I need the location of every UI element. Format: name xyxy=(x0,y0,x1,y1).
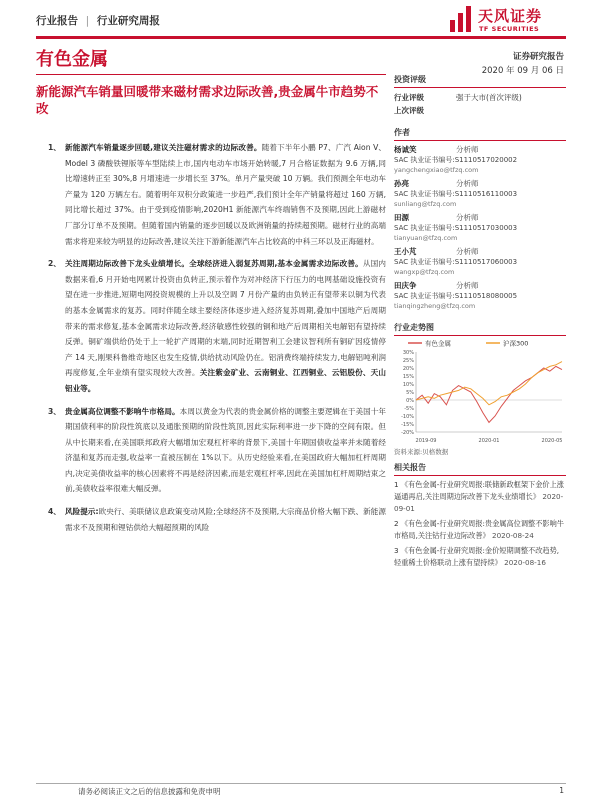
industry-title: 有色金属 xyxy=(36,49,108,70)
related-report-date: 2020-09-01 xyxy=(394,492,564,513)
author-role: 分析师 xyxy=(456,179,479,188)
industry-trend-chart xyxy=(394,322,566,452)
tf-securities-logo xyxy=(448,2,573,38)
brand-name-en: TF SECURITIES xyxy=(479,25,540,33)
related-report-item[interactable] xyxy=(394,545,566,569)
author-email[interactable]: sunliang@tfzq.com xyxy=(394,200,457,208)
authors-heading: 作者 xyxy=(394,127,566,141)
point-text: 随着下半年小鹏 P7、广汽 Aion V、Model 3 磷酸铁锂版等车型陆续上市,国内电动车市场开始转暖,7 月合格证数据为 9.6 万辆,同比增速转正至 30%,8 月增速进一步增长至 37%。单月产量突破 10 万辆。我们预测全年电动车产量为 120 万辆左右。随着明年双积分政策进一步趋严,我们预计全年产销量将超过 160 万辆,同比增长超过 37%。由于受到疫情影响,2020H1 新能源汽车终端销售不及预期,因此上游磁材厂部分订单不及预期。但随着国内销量的逐步回暖以及欧洲销量的持续超预期。磁材行业的高端需求将迎来较为明显的边际改善,建议关注下游新能源汽车占比较高的中科三环以及正海磁材。 xyxy=(65,143,387,246)
author-name: 田源 xyxy=(394,213,409,222)
x-tick-label: 2020-01 xyxy=(478,438,500,444)
author-cert: SAC 执业证书编号:S1110517060003 xyxy=(394,258,518,266)
x-tick-label: 2019-09 xyxy=(415,438,437,444)
y-tick-label: 15% xyxy=(402,374,414,380)
chart-title: 行业走势图 xyxy=(394,322,566,336)
author-role: 分析师 xyxy=(456,145,479,154)
disclaimer-notice: 请务必阅读正文之后的信息披露和免责申明 xyxy=(78,787,221,796)
legend-label: 沪深300 xyxy=(503,339,529,348)
author-name: 杨诚笑 xyxy=(394,145,417,154)
report-header-tags xyxy=(36,13,160,28)
legend-label: 有色金属 xyxy=(425,339,451,348)
prev-rating-label: 上次评级 xyxy=(394,106,424,115)
logo-icon xyxy=(448,4,474,34)
author-entry xyxy=(394,213,566,243)
author-name: 孙亮 xyxy=(394,179,409,188)
point-tail: 关注紫金矿业、云南铜业、江西铜业、云铝股份、天山铝业等。 xyxy=(65,368,386,393)
author-role: 分析师 xyxy=(456,247,479,256)
author-role: 分析师 xyxy=(456,213,479,222)
point-number: 1、 xyxy=(48,143,61,152)
author-email[interactable]: wangxp@tfzq.com xyxy=(394,268,455,276)
point-headline: 新能源汽车销量逐步回暖,建议关注磁材需求的边际改善。 xyxy=(65,143,262,152)
point-4 xyxy=(48,504,386,535)
point-text: 本周以黄金为代表的贵金属价格的调整主要逻辑在于美国十年期国债利率的阶段性筑底以及通胀预期的阶段性筑顶,因此实际利率进一步下降的空间有限。但从中长期来看,在美国联邦政府大幅增加宏观杠杆率的背景下,美国十年期国债收益率并未随着经济温和复苏而走强,收益率一直被压制在 1%以下。从历史经验来看,在美国政府大幅加杠杆周期内,决定美债收益率的核心因素将不再是经济因素,而是宏观杠杆率,因此在美国加杠杆周期结束之前,美债收益率很难大幅反弹。 xyxy=(65,406,387,494)
tag-separator: | xyxy=(85,15,90,27)
author-cert: SAC 执业证书编号:S1110518080005 xyxy=(394,292,518,300)
author-email[interactable]: yangchengxiao@tfzq.com xyxy=(394,166,479,174)
series-line xyxy=(416,366,562,422)
y-tick-label: 25% xyxy=(402,358,414,364)
y-tick-label: 30% xyxy=(402,350,414,356)
point-headline: 贵金属高位调整不影响牛市格局。 xyxy=(65,406,180,416)
related-reports xyxy=(394,462,566,569)
author-cert: SAC 执业证书编号:S1110517030003 xyxy=(394,224,518,232)
y-tick-label: -10% xyxy=(401,414,414,420)
point-number: 4、 xyxy=(48,507,61,517)
y-tick-label: -5% xyxy=(404,406,414,412)
point-3 xyxy=(48,404,386,498)
industry-rating-row xyxy=(394,91,566,104)
related-report-title[interactable]: 3 《有色金属-行业研究周报:金价短期调整不改趋势,轻重稀土价格联动上涨有望持续》 xyxy=(394,546,560,567)
brand-name: 天风证券 xyxy=(478,7,543,25)
chart-source: 资料来源:贝格数据 xyxy=(394,448,449,456)
y-tick-label: 0% xyxy=(406,398,414,404)
key-points xyxy=(48,140,386,542)
y-tick-label: -15% xyxy=(401,422,414,428)
related-report-title[interactable]: 2 《有色金属-行业研究周报:贵金属高位调整不影响牛市格局,关注钴行业边际改善》 xyxy=(394,519,565,540)
author-entry xyxy=(394,247,566,277)
point-number: 2、 xyxy=(48,259,61,269)
author-entry xyxy=(394,145,566,175)
author-role: 分析师 xyxy=(456,281,479,290)
author-email[interactable]: tianqingzheng@tfzq.com xyxy=(394,302,476,310)
related-report-item[interactable] xyxy=(394,479,566,515)
author-cert: SAC 执业证书编号:S1110516110003 xyxy=(394,190,518,198)
header-divider xyxy=(36,36,566,39)
point-headline: 关注周期边际改善下龙头业绩增长。全球经济进入弱复苏周期,基本金属需求边际改善。 xyxy=(65,259,363,269)
author-cert: SAC 执业证书编号:S1110517020002 xyxy=(394,156,518,164)
related-report-date: 2020-08-16 xyxy=(504,558,546,567)
point-text: 欧央行、美联储议息政策变动风险;全球经济不及预期,大宗商品价格大幅下跌、新能源需求不及预期和锂钴供给大幅超预期的风险 xyxy=(65,507,387,532)
y-tick-label: 5% xyxy=(406,390,414,396)
chart-svg xyxy=(394,336,566,446)
point-headline: 风险提示: xyxy=(65,507,99,517)
tag-weekly-report: 行业研究周报 xyxy=(96,15,160,27)
authors-list xyxy=(394,145,566,311)
x-tick-label: 2020-05 xyxy=(541,438,563,444)
related-heading: 相关报告 xyxy=(394,462,566,476)
prev-rating-value xyxy=(456,104,566,117)
point-number: 3、 xyxy=(48,406,61,416)
rating-label: 行业评级 xyxy=(394,93,424,102)
report-title: 新能源汽车销量回暖带来磁材需求边际改善,贵金属牛市趋势不改 xyxy=(36,84,379,116)
sidebar xyxy=(394,74,566,311)
tag-industry-report: 行业报告 xyxy=(36,15,78,27)
point-1 xyxy=(48,140,386,249)
prev-rating-row xyxy=(394,104,566,117)
author-name: 王小芃 xyxy=(394,247,417,256)
point-2 xyxy=(48,256,386,396)
rating-heading: 投资评级 xyxy=(394,74,566,88)
y-tick-label: -20% xyxy=(401,430,414,436)
author-entry xyxy=(394,179,566,209)
series-line xyxy=(416,362,562,405)
related-report-title[interactable]: 1 《有色金属-行业研究周报:联储新政框架下金价上涨逼通再启,关注周期边际改善下龙头业绩增长》 xyxy=(394,480,565,501)
page-number: 1 xyxy=(559,786,564,795)
report-date: 2020 年 09 月 06 日 xyxy=(481,66,564,76)
author-name: 田庆争 xyxy=(394,281,417,290)
point-text: 从国内数据来看,6 月开始电网累计投资由负转正,预示着作为对冲经济下行压力的电网基础设施投资有望在进一步推进,短期电网投资规模的上升以及空调 7 月份产量的由负转正有望带来以铜为代表的基本金属需求的复苏。同时伴随全球主要经济体逐步进入经济复苏周期,叠加中国地产后周期带来的需求修复,基本金属需求边际改善,经济敏感性较强的铜和地产后周期相关电解铝有望持续反弹。铜矿端供给仍处于上一轮扩产周期的末端,同时近期智利工会建议智利所有铜矿因疫情停产 14 天,刚果科鲁维奇地区也发生疫情,供给扰动风险仍在。铝消费终端持续发力,电解铝吨利润再度修复,全年业绩有望实现较大改善。 xyxy=(65,259,387,378)
author-entry xyxy=(394,281,566,311)
related-report-item[interactable] xyxy=(394,518,566,542)
y-tick-label: 20% xyxy=(402,366,414,372)
rating-value: 强于大市(首次评级) xyxy=(456,93,522,102)
report-type: 证券研究报告 xyxy=(512,52,564,62)
footer-divider xyxy=(36,783,566,784)
title-divider xyxy=(36,74,386,75)
related-report-date: 2020-08-24 xyxy=(492,531,534,540)
y-tick-label: 10% xyxy=(402,382,414,388)
author-email[interactable]: tianyuan@tfzq.com xyxy=(394,234,458,242)
